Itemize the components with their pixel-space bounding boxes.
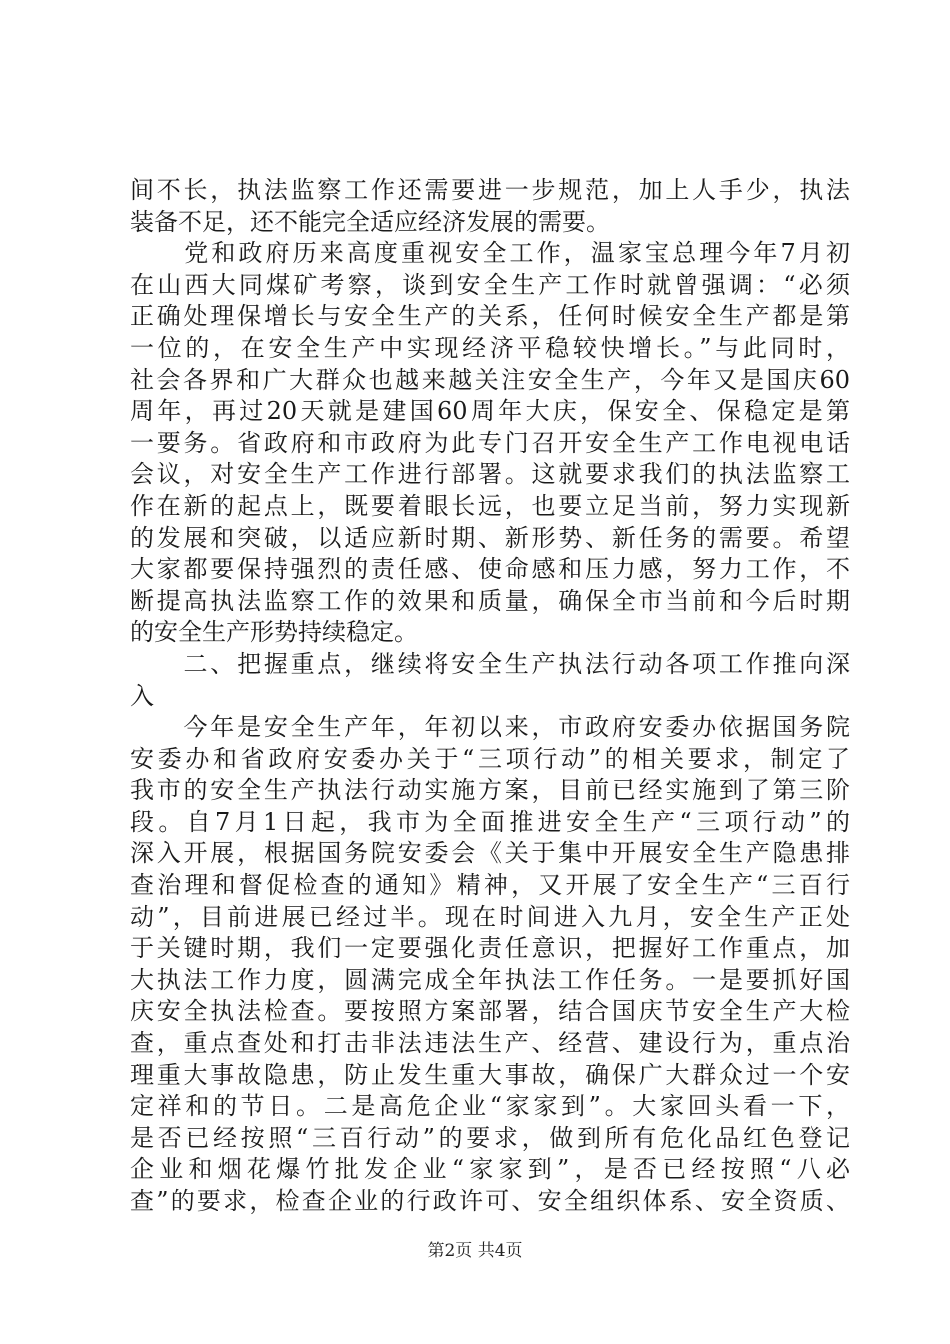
text-line: 入 — [130, 681, 154, 710]
text-line: 查，重点查处和打击非法违法生产、经营、建设行为，重点治 — [130, 1029, 850, 1058]
text-line: 大执法工作力度，圆满完成全年执法工作任务。一是要抓好国 — [130, 965, 850, 994]
text-line: 大家都要保持强烈的责任感、使命感和压力感，努力工作，不 — [130, 555, 850, 584]
text-line: 周年，再过20天就是建国60周年大庆，保安全、保稳定是第 — [130, 397, 850, 426]
text-line: 二、把握重点，继续将安全生产执法行动各项工作推向深 — [130, 649, 850, 678]
text-line: 的安全生产形势持续稳定。 — [130, 618, 418, 647]
text-line: 段。自7月1日起，我市为全面推进安全生产“三项行动”的 — [130, 807, 850, 836]
text-line: 理重大事故隐患，防止发生重大事故，确保广大群众过一个安 — [130, 1060, 850, 1089]
text-line: 查治理和督促检查的通知》精神，又开展了安全生产“三百行 — [130, 871, 850, 900]
text-line: 动”，目前进展已经过半。现在时间进入九月，安全生产正处 — [130, 902, 850, 931]
text-line: 党和政府历来高度重视安全工作，温家宝总理今年7月初 — [130, 239, 850, 268]
text-line: 于关键时期，我们一定要强化责任意识，把握好工作重点，加 — [130, 934, 850, 963]
text-line: 定祥和的节日。二是高危企业“家家到”。大家回头看一下， — [130, 1092, 850, 1121]
text-line: 社会各界和广大群众也越来越关注安全生产，今年又是国庆60 — [130, 365, 850, 394]
text-line: 庆安全执法检查。要按照方案部署，结合国庆节安全生产大检 — [130, 997, 850, 1026]
text-line: 我市的安全生产执法行动实施方案，目前已经实施到了第三阶 — [130, 776, 850, 805]
text-line: 会议，对安全生产工作进行部署。这就要求我们的执法监察工 — [130, 460, 850, 489]
text-line: 在山西大同煤矿考察，谈到安全生产工作时就曾强调：“必须 — [130, 270, 850, 299]
text-line: 一位的，在安全生产中实现经济平稳较快增长。”与此同时， — [130, 333, 850, 362]
text-line: 深入开展，根据国务院安委会《关于集中开展安全生产隐患排 — [130, 839, 850, 868]
text-line: 今年是安全生产年，年初以来，市政府安委办依据国务院 — [130, 713, 850, 742]
text-line: 查”的要求，检查企业的行政许可、安全组织体系、安全资质、 — [130, 1187, 850, 1215]
document-body — [130, 175, 850, 1218]
text-line: 装备不足，还不能完全适应经济发展的需要。 — [130, 207, 610, 236]
page-footer: 第2页 共4页 — [427, 1241, 523, 1261]
text-line: 企业和烟花爆竹批发企业“家家到”，是否已经按照“八必 — [130, 1155, 850, 1184]
text-line: 安委办和省政府安委办关于“三项行动”的相关要求，制定了 — [130, 744, 850, 773]
text-line: 间不长，执法监察工作还需要进一步规范，加上人手少，执法 — [130, 176, 850, 204]
text-line: 是否已经按照“三百行动”的要求，做到所有危化品红色登记 — [130, 1123, 850, 1152]
text-line: 作在新的起点上，既要着眼长远，也要立足当前，努力实现新 — [130, 491, 850, 520]
text-line: 一要务。省政府和市政府为此专门召开安全生产工作电视电话 — [130, 428, 850, 457]
text-line: 正确处理保增长与安全生产的关系，任何时候安全生产都是第 — [130, 302, 850, 331]
text-line: 断提高执法监察工作的效果和质量，确保全市当前和今后时期 — [130, 586, 850, 615]
text-line: 的发展和突破，以适应新时期、新形势、新任务的需要。希望 — [130, 523, 850, 552]
